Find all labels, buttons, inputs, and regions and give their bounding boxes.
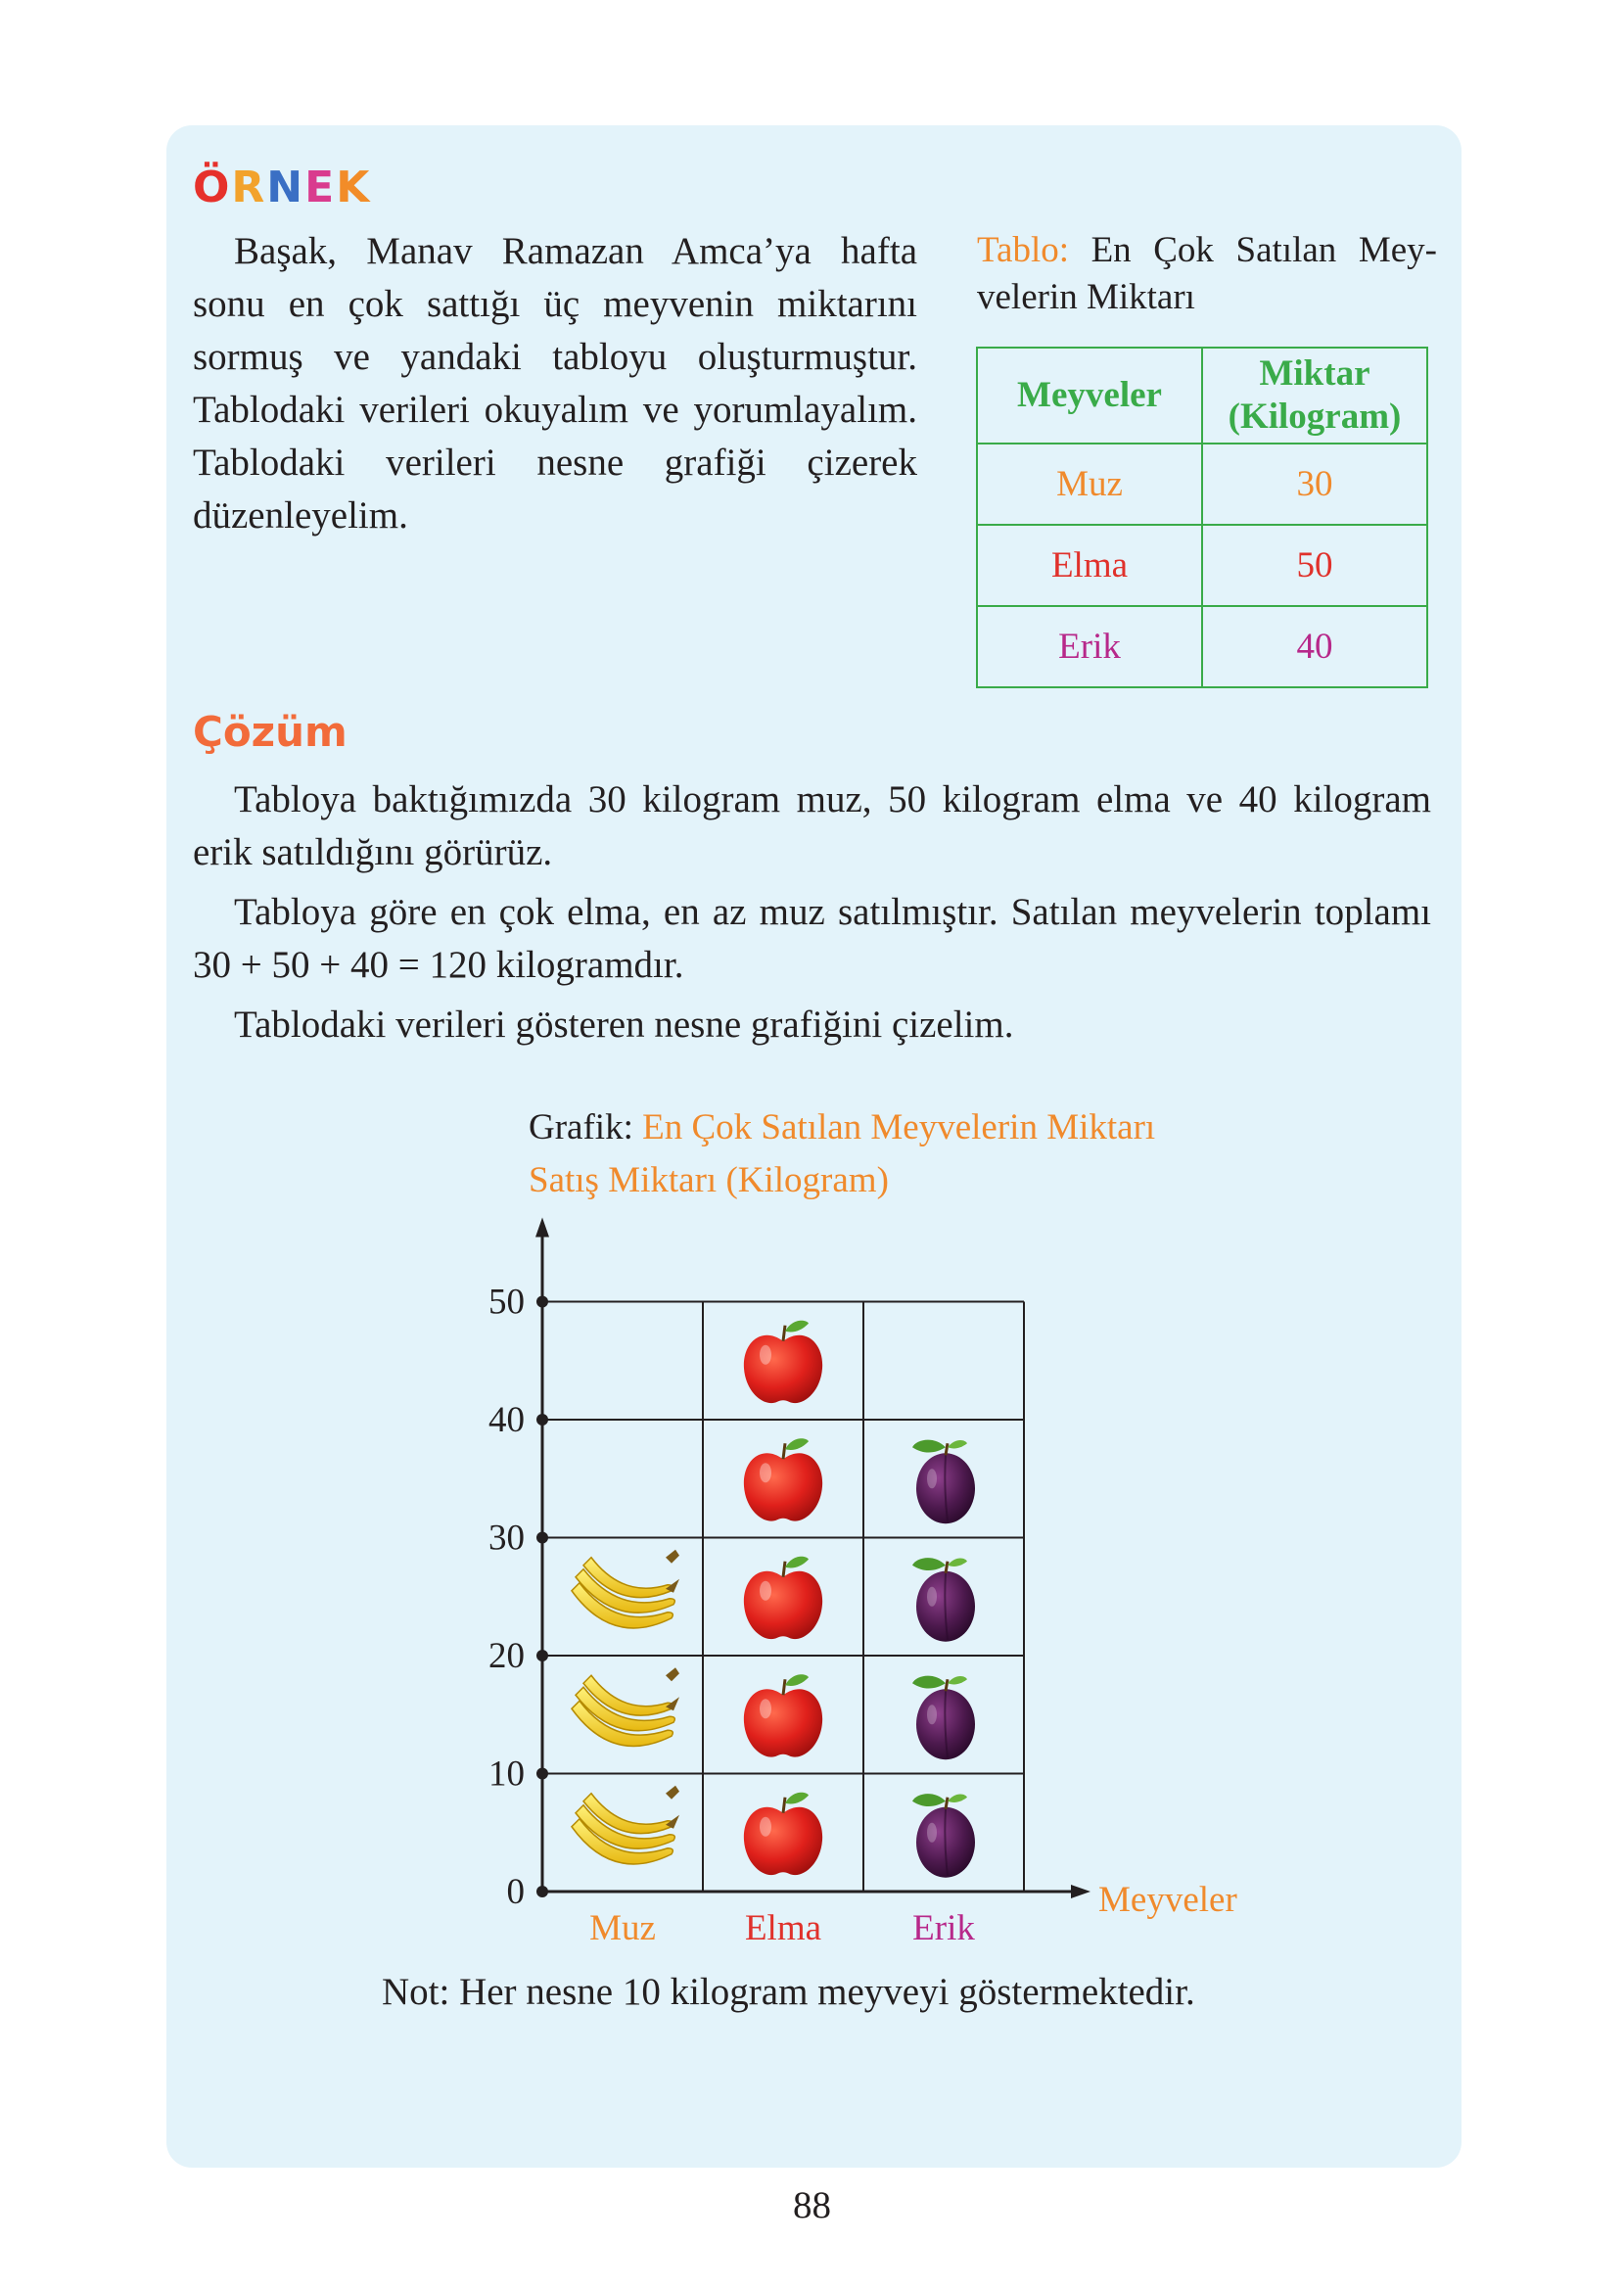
table-cell-fruit: Muz [977,444,1202,525]
plum-leaf [948,1440,967,1448]
solution-paragraph-3: Tablodaki verileri gösteren nesne grafiğini çizelim. [234,1004,1014,1046]
apple-body [744,1807,822,1875]
banana-icon [572,1667,679,1746]
plum-stem [946,1679,948,1691]
table-caption-text: En Çok Satılan Meyvelerin Miktarı [977,230,1437,317]
banana-stem [666,1550,679,1564]
chart-y-axis-label: Satış Miktarı (Kilogram) [529,1160,889,1200]
header-fruit: Meyveler [977,348,1202,444]
plum-leaf [912,1676,946,1689]
apple-leaf [785,1557,809,1568]
chart-title-text: En Çok Satılan Meyvelerin Miktarı [642,1107,1156,1147]
apple-shine [760,1699,771,1718]
solution-paragraph-2: Tabloya göre en çok elma, en az muz satılmıştır. Satılan meyvelerin toplamı 30 + 50 + 40 = 120 kilogramdır. [193,891,1431,986]
apple-stem [783,1562,785,1577]
plum-stem [946,1562,948,1573]
apple-shine [760,1581,771,1601]
x-category-label: Elma [744,1908,822,1948]
apple-body [744,1453,822,1520]
y-tick-dot [536,1414,548,1426]
chart-note: Not: Her nesne 10 kilogram meyveyi göstermektedir. [382,1971,1195,2013]
apple-stem [783,1679,785,1695]
y-tick-dot [536,1296,548,1308]
page-number: 88 [793,2184,831,2226]
heading-letter: Ö [193,163,232,212]
x-category-label: Muz [589,1908,656,1948]
chart-title-label: Grafik: [529,1107,633,1147]
y-tick-label: 50 [488,1282,525,1323]
plum-shine [927,1469,937,1488]
plum-shine [927,1587,937,1607]
plum-leaf [948,1676,967,1684]
apple-body [744,1689,822,1756]
apple-shine [760,1817,771,1837]
plum-icon [912,1440,975,1524]
heading-letter: N [266,163,305,212]
heading-letter: R [231,163,267,212]
plum-icon [912,1558,975,1642]
apple-leaf [785,1321,809,1333]
table-cell-amount: 30 [1202,444,1427,525]
plum-shine [927,1705,937,1724]
table-cell-fruit: Erik [977,606,1202,687]
solution-title: Çözüm [193,708,348,756]
y-tick-label: 0 [506,1872,525,1912]
apple-leaf [785,1793,809,1804]
apple-stem [783,1443,785,1459]
apple-leaf [785,1438,809,1450]
banana-stem [666,1786,679,1800]
x-axis-arrow-icon [1071,1885,1090,1898]
table-caption-label: Tablo: [977,230,1069,270]
apple-body [744,1571,822,1639]
y-tick-dot [536,1886,548,1897]
apple-leaf [785,1674,809,1686]
y-tick-dot [536,1768,548,1780]
apple-shine [760,1463,771,1482]
table-cell-amount: 40 [1202,606,1427,687]
plum-leaf [912,1794,946,1806]
apple-icon [744,1438,822,1520]
plum-leaf [912,1440,946,1453]
apple-stem [783,1326,785,1341]
plum-leaf [948,1558,967,1566]
heading-letter: E [304,163,337,212]
apple-icon [744,1674,822,1756]
pictograph-column [744,1321,822,1875]
pictograph-column [912,1440,975,1878]
header-amount-line1: Miktar [1259,353,1370,394]
pictograph-column [572,1550,679,1864]
x-category-label: Erik [912,1908,975,1948]
apple-shine [760,1345,771,1365]
y-tick-label: 20 [488,1636,525,1676]
plum-leaf [948,1794,967,1801]
plum-stem [946,1798,948,1809]
plum-shine [927,1823,937,1843]
y-tick-label: 40 [488,1400,525,1440]
apple-icon [744,1557,822,1639]
banana-stem [666,1667,679,1681]
table-cell-amount: 50 [1202,525,1427,606]
plum-icon [912,1794,975,1878]
apple-icon [744,1793,822,1875]
y-tick-label: 30 [488,1518,525,1559]
y-axis-arrow-icon [535,1218,549,1238]
intro-paragraph: Başak, Manav Ramazan Amca’ya hafta sonu en çok sattığı üç meyvenin miktarını sormuş ve yandaki tabloyu oluşturmuştur. Tablodaki verileri okuyalım ve yorumlayalım. Tablodaki verileri nesne grafiği çizerek düzenleyelim. [193,230,917,537]
header-amount-line2: (Kilogram) [1228,397,1402,437]
banana-icon [572,1550,679,1628]
banana-icon [572,1786,679,1864]
plum-icon [912,1676,975,1760]
plum-leaf [912,1558,946,1570]
apple-body [744,1335,822,1403]
x-axis-label: Meyveler [1098,1880,1237,1920]
plum-stem [946,1443,948,1455]
y-tick-dot [536,1532,548,1544]
y-tick-dot [536,1650,548,1661]
solution-paragraph-1: Tabloya baktığımızda 30 kilogram muz, 50 kilogram elma ve 40 kilogram erik satıldığını görürüz. [193,778,1431,873]
apple-stem [783,1798,785,1813]
apple-icon [744,1321,822,1403]
y-tick-label: 10 [488,1753,525,1795]
table-cell-fruit: Elma [977,525,1202,606]
heading-letter: K [336,163,372,212]
